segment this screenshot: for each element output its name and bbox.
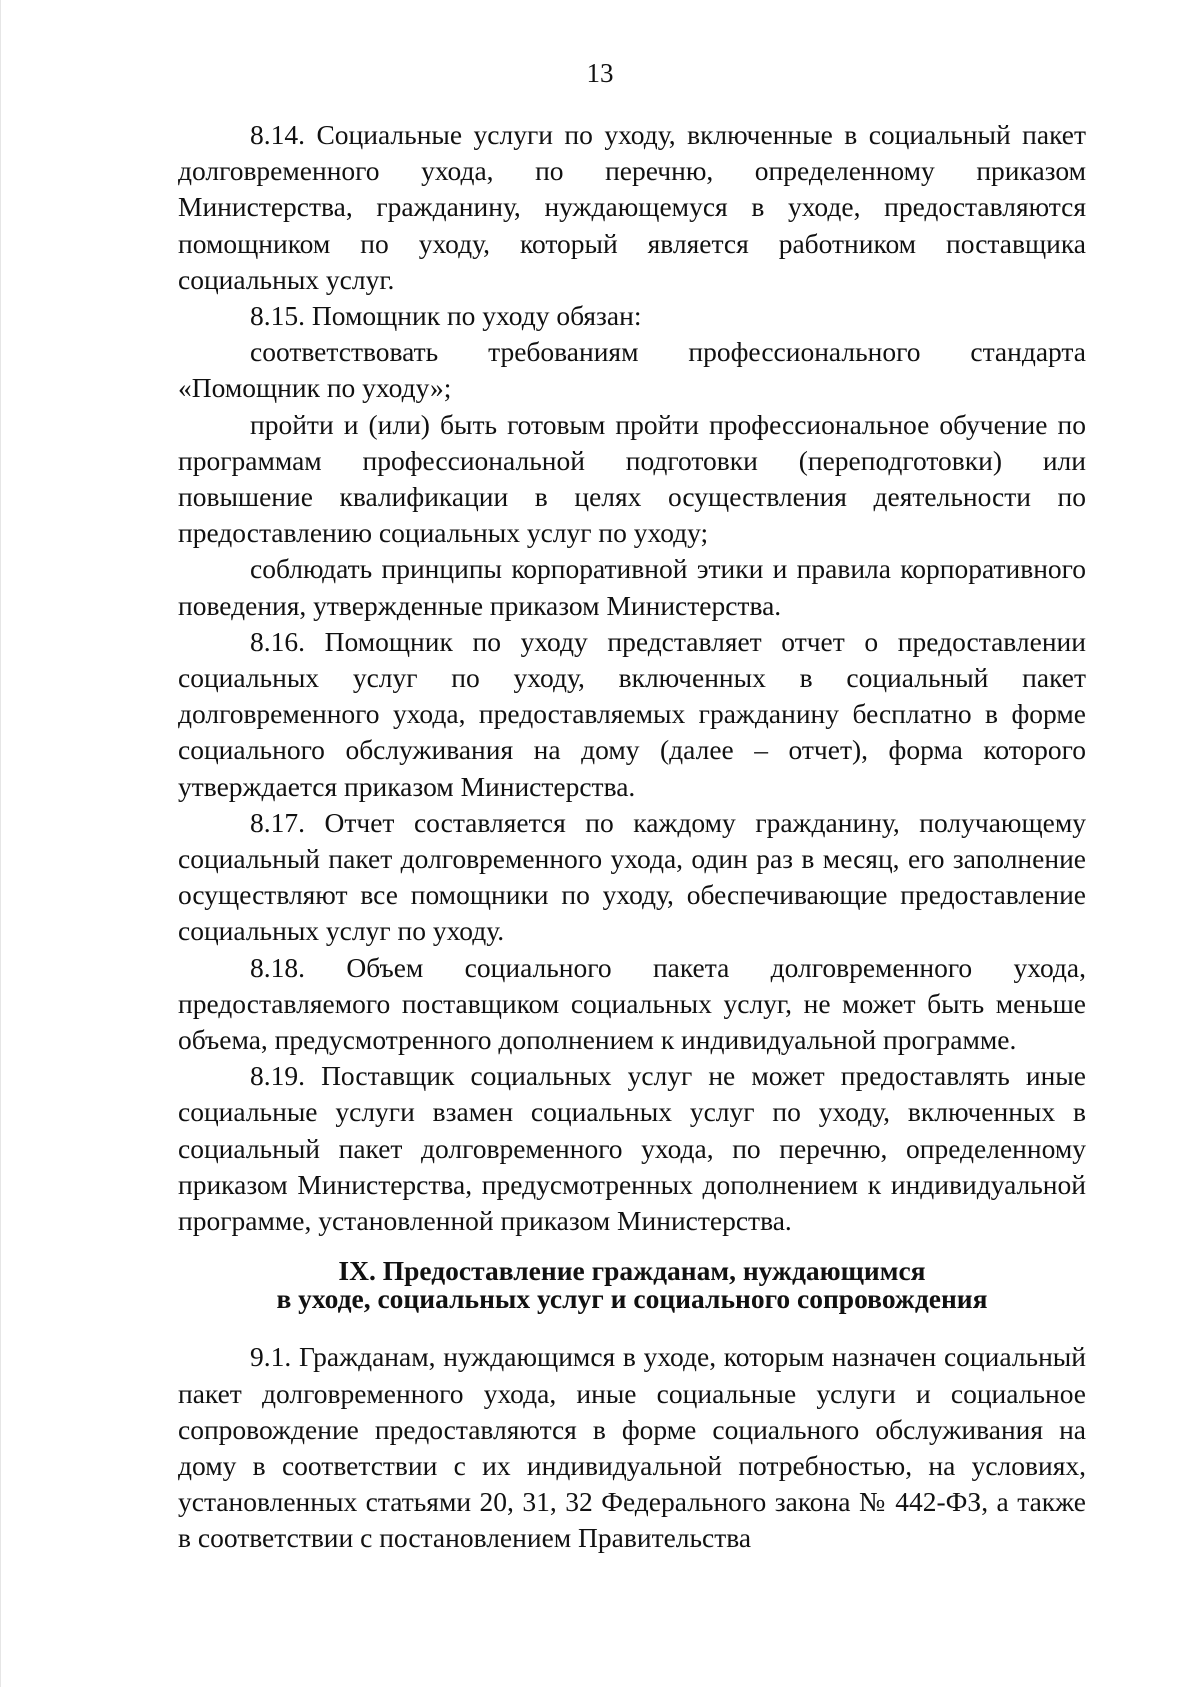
paragraph-8-18: 8.18. Объем социального пакета долговременного ухода, предоставляемого поставщиком социальных услуг, не может быть меньше объема, предусмотренного дополнением к индивидуальной программе. <box>178 951 1086 1056</box>
paragraph-8-15-item-3: соблюдать принципы корпоративной этики и правила корпоративного поведения, утвержденные приказом Министерства. <box>178 553 1086 621</box>
section-heading-line-1: IX. Предоставление гражданам, нуждающимся <box>338 1255 926 1287</box>
paragraph-8-19: 8.19. Поставщик социальных услуг не может предоставлять иные социальные услуги взамен социальных услуг по уходу, включенных в социальный пакет долговременного ухода, по перечню, определенному приказом Министерства, предусмотренных дополнением к индивидуальной программе, установленной приказом Министерства. <box>178 1060 1086 1237</box>
page-number: 13 <box>586 58 614 88</box>
paragraph-8-15-item-1: соответствовать требованиям профессионального стандарта «Помощник по уходу»; <box>178 336 1086 404</box>
paragraph-8-14: 8.14. Социальные услуги по уходу, включенные в социальный пакет долговременного ухода, по перечню, определенному приказом Министерства, гражданину, нуждающемуся в уходе, предоставляются помощником по уходу, который является работником поставщика социальных услуг. <box>178 119 1086 295</box>
scan-edge <box>0 0 21 1687</box>
paragraph-9-1: 9.1. Гражданам, нуждающимся в уходе, которым назначен социальный пакет долговременного ухода, иные социальные услуги и социальное сопровождение предоставляются в форме социального обслуживания на дому в соответствии с их индивидуальной потребностью, на условиях, установленных статьями 20, 31, 32 Федерального закона № 442-ФЗ, а также в соответствии с постановлением Правительства <box>178 1341 1086 1554</box>
document-body <box>178 117 1086 1557</box>
paragraph-8-16: 8.16. Помощник по уходу представляет отчет о предоставлении социальных услуг по уходу, включенных в социальный пакет долговременного ухода, предоставляемых гражданину бесплатно в форме социального обслуживания на дому (далее – отчет), форма которого утверждается приказом Министерства. <box>178 625 1086 802</box>
section-heading <box>178 1257 1086 1313</box>
paragraph-8-15: 8.15. Помощник по уходу обязан: <box>250 300 642 332</box>
paragraph-8-15-item-2: пройти и (или) быть готовым пройти профессиональное обучение по программам профессиональной подготовки (переподготовки) или повышение квалификации в целях осуществления деятельности по предоставлению социальных услуг по уходу; <box>178 408 1086 549</box>
paragraph-8-17: 8.17. Отчет составляется по каждому гражданину, получающему социальный пакет долговременного ухода, один раз в месяц, его заполнение осуществляют все помощники по уходу, обеспечивающие предоставление социальных услуг по уходу. <box>178 806 1086 947</box>
section-heading-line-2: в уходе, социальных услуг и социального сопровождения <box>276 1283 988 1315</box>
